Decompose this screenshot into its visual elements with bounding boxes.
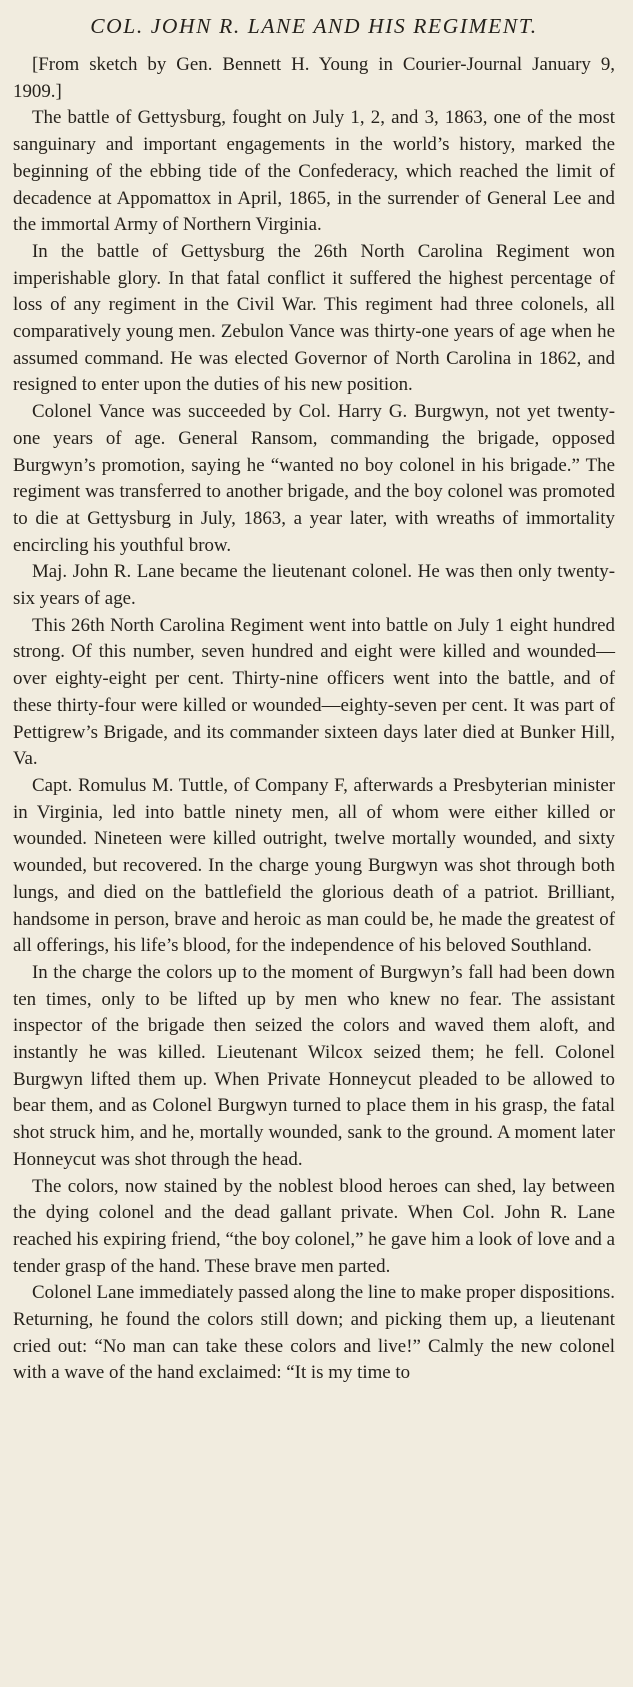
paragraph: Colonel Vance was succeeded by Col. Harry G. Burgwyn, not yet twenty-one years of age. General Ransom, commanding the brigade, opposed Burgwyn’s promotion, saying he “wanted no boy colonel in his brigade.” The regiment was transferred to another brigade, and the boy colonel was promoted to die at Gettysburg in July, 1863, a year later, with wreaths of immortality encircling his youthful brow. xyxy=(13,401,615,556)
paragraph: The colors, now stained by the noblest blood heroes can shed, lay between the dying colonel and the dead gallant private. When Col. John R. Lane reached his expiring friend, “the boy colonel,” he gave him a look of love and a tender grasp of the hand. These brave men parted. xyxy=(13,1175,615,1277)
paragraph: This 26th North Carolina Regiment went into battle on July 1 eight hundred strong. Of this number, seven hundred and eight were killed and wounded—over eighty-eight per cent. Thirty-nine officers went into the battle, and of these thirty-four were killed or wounded—eighty-seven per cent. It was part of Pettigrew’s Brigade, and its commander sixteen days later died at Bunker Hill, Va. xyxy=(13,614,615,770)
paragraph: Capt. Romulus M. Tuttle, of Company F, afterwards a Presbyterian minister in Virginia, led into battle ninety men, all of whom were either killed or wounded. Nineteen were killed outright, twelve mortally wounded, and sixty wounded, but recovered. In the charge young Burgwyn was shot through both lungs, and died on the battlefield the glorious death of a patriot. Brilliant, handsome in person, brave and heroic as man could be, he made the greatest of all offerings, his life’s blood, for the independence of his beloved Southland. xyxy=(13,774,615,957)
paragraph: In the battle of Gettysburg the 26th North Carolina Regiment won imperishable glory. In that fatal conflict it suffered the highest percentage of loss of any regiment in the Civil War. This regiment had three colonels, all comparatively young men. Zebulon Vance was thirty-one years of age when he assumed command. He was elected Governor of North Carolina in 1862, and resigned to enter upon the duties of his new position. xyxy=(13,240,615,396)
paragraph: Maj. John R. Lane became the lieutenant colonel. He was then only twenty-six years of age. xyxy=(13,561,615,610)
paragraph: Colonel Lane immediately passed along the line to make proper dispositions. Returning, he found the colors still down; and picking them up, a lieutenant cried out: “No man can take these colors and live!” Calmly the new colonel with a wave of the hand exclaimed: “It is my time to xyxy=(13,1282,615,1384)
paragraph: The battle of Gettysburg, fought on July 1, 2, and 3, 1863, one of the most sanguinary and important engagements in the world’s history, marked the beginning of the ebbing tide of the Confederacy, which reached the limit of decadence at Appomattox in April, 1865, in the surrender of General Lee and the immortal Army of Northern Virginia. xyxy=(13,107,615,236)
paragraph: In the charge the colors up to the moment of Burgwyn’s fall had been down ten times, only to be lifted up by men who knew no fear. The assistant inspector of the brigade then seized the colors and waved them aloft, and instantly he was killed. Lieutenant Wilcox seized them; he fell. Colonel Burgwyn lifted them up. When Private Honneycut pleaded to be allowed to bear them, and as Colonel Burgwyn turned to place them in his grasp, the fatal shot struck him, and he, mortally wounded, sank to the ground. A moment later Honneycut was shot through the head. xyxy=(13,961,615,1170)
source-note: [From sketch by Gen. Bennett H. Young in Courier-Journal January 9, 1909.] xyxy=(13,54,615,102)
article-body xyxy=(13,52,615,1387)
article-title: COL. JOHN R. LANE AND HIS REGIMENT. xyxy=(90,14,538,38)
